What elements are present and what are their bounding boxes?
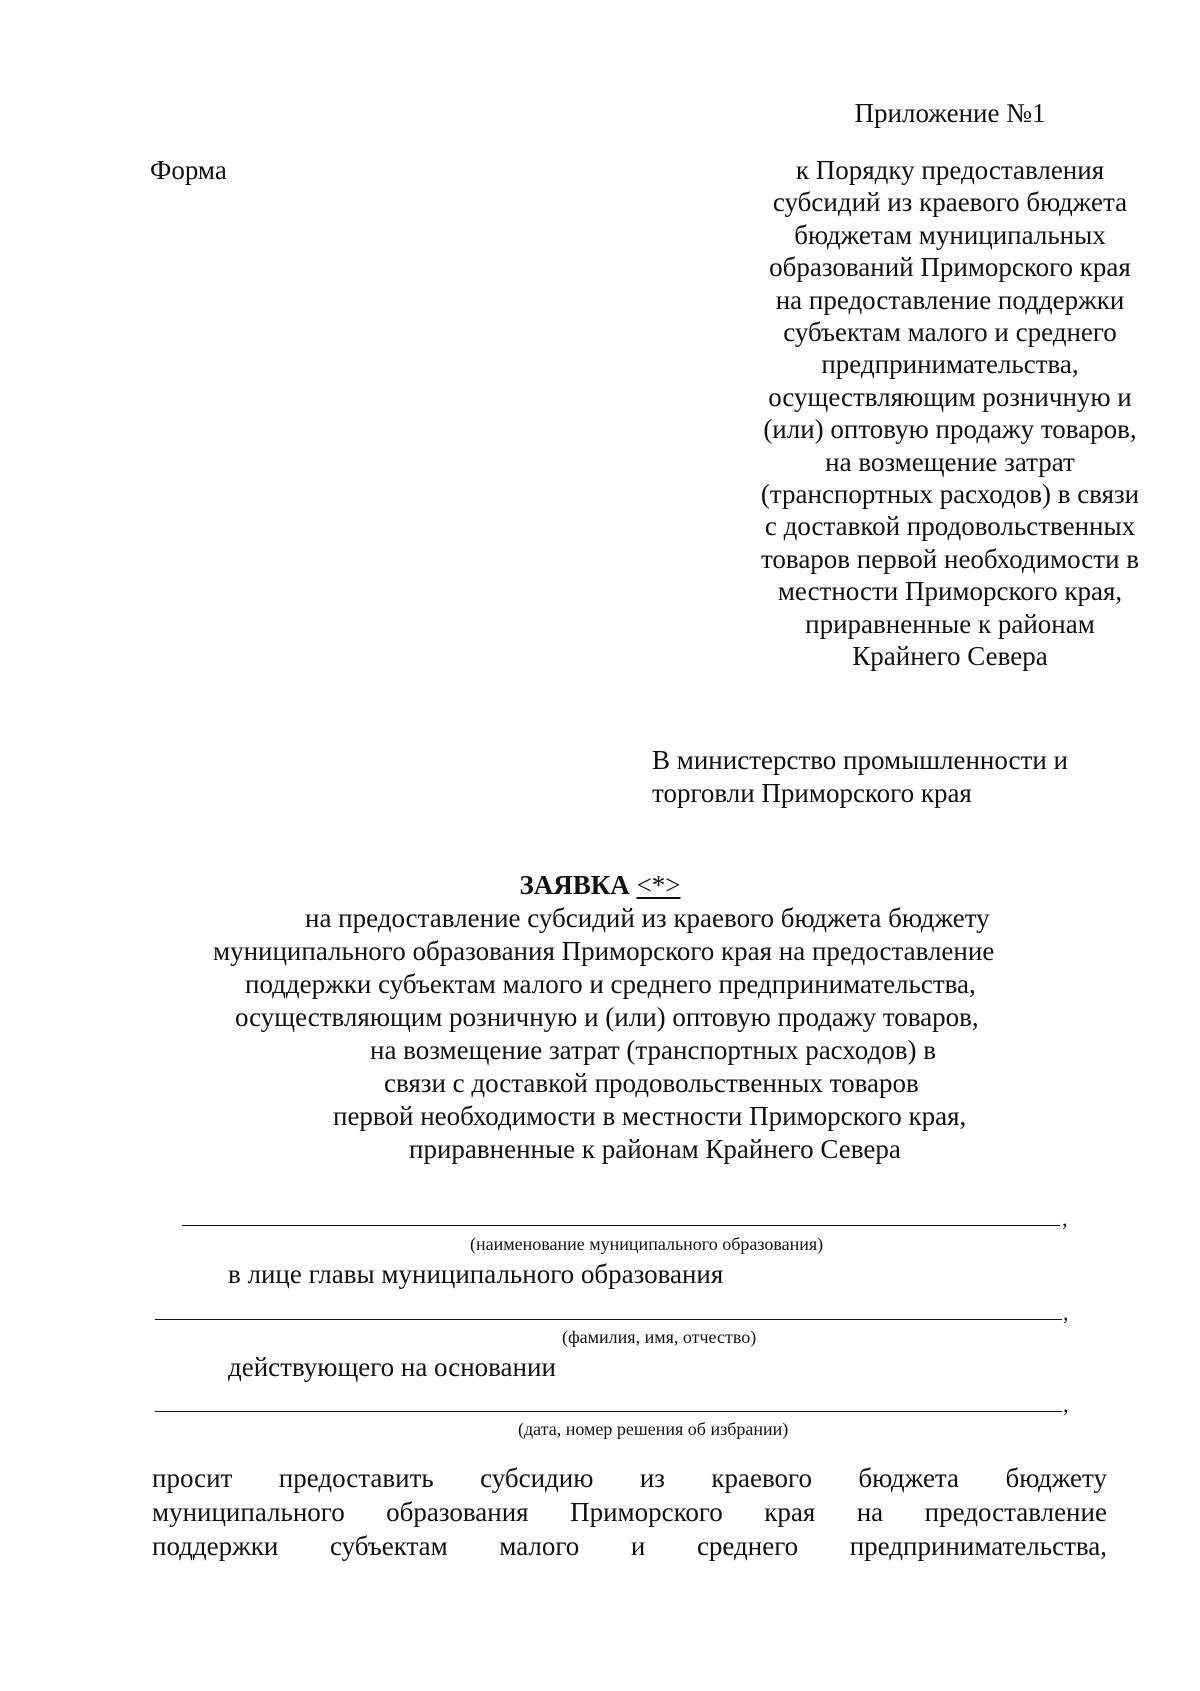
addressee-line: В министерство промышленности и — [652, 745, 1068, 775]
appendix-reference-line: бюджетам муниципальных — [794, 219, 1106, 250]
appendix-reference-line: образований Приморского края — [769, 252, 1131, 283]
paragraph-word: малого — [499, 1531, 580, 1561]
paragraph-word: предоставить — [278, 1463, 434, 1493]
appendix-title: Приложение №1 — [854, 98, 1046, 128]
appendix-reference-line: субъектам малого и среднего — [783, 317, 1117, 348]
basis-label: действующего на основании — [228, 1352, 556, 1382]
election-decision-field[interactable] — [155, 1411, 1062, 1412]
paragraph-word: и — [630, 1531, 646, 1561]
paragraph-word: бюджету — [1005, 1463, 1107, 1493]
subtitle-line: на предоставление субсидий из краевого бюджета бюджету — [305, 903, 990, 933]
paragraph-word: среднего — [696, 1531, 799, 1561]
appendix-reference-line: приравненные к районам — [805, 608, 1095, 639]
subtitle-line: первой необходимости в местности Приморского края, — [333, 1101, 967, 1131]
addressee-block — [652, 744, 1068, 810]
full-name-field[interactable] — [155, 1319, 1062, 1320]
paragraph-word: края — [764, 1497, 816, 1527]
paragraph-word: просит — [152, 1463, 233, 1493]
paragraph-word: субъектам — [329, 1531, 448, 1561]
municipality-name-caption: (наименование муниципального образования) — [470, 1234, 824, 1254]
paragraph-word: из — [639, 1463, 665, 1493]
paragraph-line — [152, 1462, 1107, 1496]
appendix-reference-line: с доставкой продовольственных — [764, 511, 1136, 542]
paragraph-word: предоставление — [924, 1497, 1107, 1527]
head-label: в лице главы муниципального образования — [228, 1259, 724, 1289]
subtitle-line: на возмещение затрат (транспортных расходов) в — [370, 1035, 936, 1065]
election-decision-caption: (дата, номер решения об избрании) — [518, 1419, 789, 1439]
appendix-reference-line: субсидий из краевого бюджета — [772, 187, 1128, 218]
subtitle-line: приравненные к районам Крайнего Севера — [409, 1134, 901, 1164]
municipality-name-field[interactable] — [182, 1225, 1060, 1226]
application-title — [0, 869, 1200, 901]
field-comma: , — [1063, 1300, 1069, 1325]
appendix-reference — [700, 154, 1200, 673]
request-paragraph — [152, 1462, 1107, 1564]
appendix-reference-line: (или) оптовую продажу товаров, — [763, 414, 1137, 445]
paragraph-word: Приморского — [570, 1497, 723, 1527]
appendix-reference-line: местности Приморского края, — [777, 576, 1123, 607]
paragraph-word: поддержки — [152, 1531, 279, 1561]
appendix-reference-line: осуществляющим розничную и — [768, 381, 1132, 412]
paragraph-word: на — [856, 1497, 884, 1527]
paragraph-word: муниципального — [152, 1497, 345, 1527]
appendix-reference-line: к Порядку предоставления — [795, 155, 1105, 185]
paragraph-word: образования — [386, 1497, 529, 1527]
subtitle-line: связи с доставкой продовольственных товаров — [384, 1068, 919, 1098]
paragraph-word: субсидию — [480, 1463, 594, 1493]
appendix-reference-line: (транспортных расходов) в связи — [760, 479, 1140, 510]
form-label: Форма — [150, 155, 227, 185]
application-title-text: ЗАЯВКА — [519, 870, 630, 900]
full-name-caption: (фамилия, имя, отчество) — [562, 1327, 757, 1347]
appendix-reference-line: товаров первой необходимости в — [760, 543, 1140, 574]
appendix-reference-line: Крайнего Севера — [852, 641, 1048, 672]
appendix-reference-line: предпринимательства, — [821, 349, 1079, 380]
paragraph-word: бюджета — [858, 1463, 960, 1493]
paragraph-word: предпринимательства, — [849, 1531, 1107, 1561]
paragraph-word: краевого — [711, 1463, 812, 1493]
paragraph-line — [152, 1530, 1107, 1564]
subtitle-line: осуществляющим розничную и (или) оптовую продажу товаров, — [235, 1002, 979, 1032]
field-comma: , — [1063, 1392, 1069, 1417]
field-comma: , — [1062, 1206, 1068, 1231]
subtitle-line: поддержки субъектам малого и среднего предпринимательства, — [245, 969, 976, 999]
paragraph-line — [152, 1496, 1107, 1530]
appendix-reference-line: на возмещение затрат — [825, 446, 1075, 477]
footnote-reference[interactable]: <*> — [636, 870, 681, 900]
subtitle-line: муниципального образования Приморского края на предоставление — [213, 936, 995, 966]
appendix-reference-line: на предоставление поддержки — [775, 284, 1125, 315]
addressee-line: торговли Приморского края — [652, 778, 972, 808]
